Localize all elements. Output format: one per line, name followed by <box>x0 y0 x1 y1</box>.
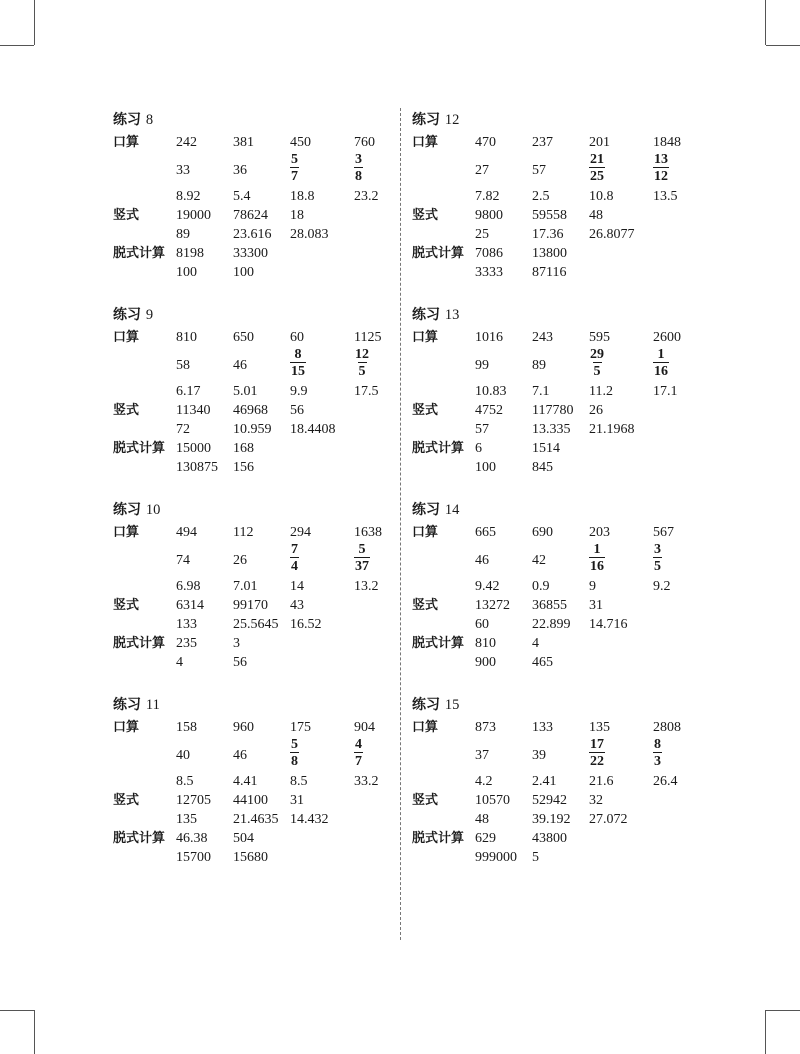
answer: 130875 <box>176 460 218 475</box>
exercise-number: 12 <box>444 112 460 128</box>
answer: 5.4 <box>233 189 251 204</box>
answer: 9.42 <box>475 579 500 594</box>
answer: 37 <box>475 748 489 763</box>
answer: 42 <box>532 553 546 568</box>
exercise-number: 13 <box>444 307 460 323</box>
answer: 6.98 <box>176 579 201 594</box>
answer: 117780 <box>532 403 574 418</box>
answer: 26 <box>589 403 603 418</box>
answer: 74 <box>176 553 190 568</box>
oral-label: 口算 <box>113 720 140 735</box>
exercise-block <box>412 503 800 698</box>
exercise-number: 11 <box>145 697 160 713</box>
right-column <box>412 113 800 893</box>
vertical-row-1 <box>412 791 800 810</box>
answer: 32 <box>589 793 603 808</box>
answer: 60 <box>290 330 304 345</box>
crop-mark <box>766 45 800 46</box>
oral-row-3 <box>412 772 800 791</box>
answer: 40 <box>176 748 190 763</box>
answer: 8.92 <box>176 189 201 204</box>
numerator: 5 <box>291 152 298 167</box>
fraction-answer <box>290 152 299 184</box>
answer: 112 <box>233 525 254 540</box>
answer: 44100 <box>233 793 268 808</box>
answer: 43800 <box>532 831 567 846</box>
answer: 133 <box>532 720 553 735</box>
answer: 25.5645 <box>233 617 279 632</box>
answer: 18.4408 <box>290 422 336 437</box>
answer: 237 <box>532 135 553 150</box>
answer: 57 <box>532 163 546 178</box>
answer: 4.41 <box>233 774 258 789</box>
answer: 26.4 <box>653 774 678 789</box>
fraction-answer <box>354 347 370 379</box>
stepwise-row-2 <box>412 263 800 282</box>
answer: 36855 <box>532 598 567 613</box>
answer: 10.8 <box>589 189 614 204</box>
vertical-label: 竖式 <box>113 793 140 808</box>
exercise-title-text: 练习 <box>412 307 440 323</box>
exercise-title-text: 练习 <box>412 112 440 128</box>
oral-row-3 <box>412 382 800 401</box>
numerator: 4 <box>355 737 362 752</box>
answer: 567 <box>653 525 674 540</box>
numerator: 3 <box>654 542 661 557</box>
answer: 7.82 <box>475 189 500 204</box>
exercise-title-text: 练习 <box>113 307 141 323</box>
numerator: 12 <box>355 347 369 362</box>
answer: 690 <box>532 525 553 540</box>
crop-mark <box>34 0 35 45</box>
denominator: 3 <box>654 754 661 769</box>
answer: 629 <box>475 831 496 846</box>
numerator: 29 <box>590 347 604 362</box>
answer: 89 <box>532 358 546 373</box>
exercise-number: 8 <box>145 112 154 128</box>
answer: 595 <box>589 330 610 345</box>
stepwise-label: 脱式计算 <box>412 441 465 456</box>
answer: 57 <box>475 422 489 437</box>
exercise-title <box>412 503 800 523</box>
answer: 25 <box>475 227 489 242</box>
answer: 33.2 <box>354 774 379 789</box>
denominator: 5 <box>593 364 601 379</box>
answer: 904 <box>354 720 375 735</box>
answer: 17.1 <box>653 384 678 399</box>
answer: 201 <box>589 135 610 150</box>
exercise-title-text: 练习 <box>113 502 141 518</box>
oral-label: 口算 <box>412 720 439 735</box>
answer: 46 <box>233 358 247 373</box>
fraction-answer <box>653 152 669 184</box>
answer: 14.716 <box>589 617 628 632</box>
answer: 5 <box>532 850 539 865</box>
stepwise-row-1 <box>412 829 800 848</box>
stepwise-label: 脱式计算 <box>412 246 465 261</box>
answer: 52942 <box>532 793 567 808</box>
fraction-answer <box>589 737 605 769</box>
oral-row-2 <box>412 152 800 187</box>
answer: 381 <box>233 135 254 150</box>
answer: 242 <box>176 135 197 150</box>
answer: 100 <box>176 265 197 280</box>
crop-mark <box>766 1010 800 1011</box>
fraction-answer <box>589 347 605 379</box>
answer: 156 <box>233 460 254 475</box>
answer: 450 <box>290 135 311 150</box>
answer: 31 <box>589 598 603 613</box>
answer: 504 <box>233 831 254 846</box>
answer: 8.5 <box>290 774 308 789</box>
answer: 13.5 <box>653 189 678 204</box>
oral-row-3 <box>412 577 800 596</box>
answer: 168 <box>233 441 254 456</box>
answer: 48 <box>475 812 489 827</box>
answer: 1848 <box>653 135 681 150</box>
answer: 999000 <box>475 850 517 865</box>
answer: 6 <box>475 441 482 456</box>
answer: 960 <box>233 720 254 735</box>
answer: 18.8 <box>290 189 315 204</box>
answer: 19000 <box>176 208 211 223</box>
exercise-title-text: 练习 <box>412 502 440 518</box>
answer: 15700 <box>176 850 211 865</box>
denominator: 16 <box>654 364 668 379</box>
answer: 135 <box>176 812 197 827</box>
exercise-title-text: 练习 <box>412 697 440 713</box>
oral-row-2 <box>412 542 800 577</box>
answer: 21.6 <box>589 774 614 789</box>
answer: 2.41 <box>532 774 557 789</box>
answer: 78624 <box>233 208 268 223</box>
answer: 11.2 <box>589 384 613 399</box>
vertical-label: 竖式 <box>113 403 140 418</box>
oral-label: 口算 <box>412 135 439 150</box>
answer: 2600 <box>653 330 681 345</box>
answer: 28.083 <box>290 227 329 242</box>
exercise-title <box>412 113 800 133</box>
stepwise-row-2 <box>412 458 800 477</box>
answer: 1016 <box>475 330 503 345</box>
answer: 27.072 <box>589 812 628 827</box>
stepwise-label: 脱式计算 <box>113 831 166 846</box>
numerator: 8 <box>294 347 302 362</box>
answer: 650 <box>233 330 254 345</box>
answer: 59558 <box>532 208 567 223</box>
answer: 1514 <box>532 441 560 456</box>
answer: 9 <box>589 579 596 594</box>
exercise-title <box>412 698 800 718</box>
answer: 4 <box>176 655 183 670</box>
answer: 46 <box>233 748 247 763</box>
oral-row-1 <box>412 133 800 152</box>
vertical-row-2 <box>412 810 800 829</box>
crop-mark <box>765 0 766 45</box>
denominator: 25 <box>590 169 604 184</box>
vertical-row-2 <box>412 615 800 634</box>
fraction-answer <box>589 152 605 184</box>
answer: 89 <box>176 227 190 242</box>
stepwise-row-2 <box>412 653 800 672</box>
numerator: 1 <box>593 542 601 557</box>
exercise-number: 10 <box>145 502 161 518</box>
denominator: 8 <box>355 169 362 184</box>
answer: 36 <box>233 163 247 178</box>
answer: 7.01 <box>233 579 258 594</box>
answer: 10570 <box>475 793 510 808</box>
answer: 810 <box>475 636 496 651</box>
oral-label: 口算 <box>113 330 140 345</box>
answer: 873 <box>475 720 496 735</box>
answer: 9800 <box>475 208 503 223</box>
denominator: 8 <box>291 754 298 769</box>
answer: 43 <box>290 598 304 613</box>
vertical-row-2 <box>412 420 800 439</box>
answer: 13800 <box>532 246 567 261</box>
answer: 16.52 <box>290 617 322 632</box>
stepwise-label: 脱式计算 <box>412 831 465 846</box>
answer: 4 <box>532 636 539 651</box>
exercise-block <box>412 113 800 308</box>
answer: 235 <box>176 636 197 651</box>
answer: 100 <box>233 265 254 280</box>
answer: 494 <box>176 525 197 540</box>
vertical-row-1 <box>412 596 800 615</box>
answer: 39 <box>532 748 546 763</box>
answer: 2808 <box>653 720 681 735</box>
answer: 18 <box>290 208 304 223</box>
answer: 12705 <box>176 793 211 808</box>
answer: 33300 <box>233 246 268 261</box>
answer: 21.4635 <box>233 812 279 827</box>
answer: 11340 <box>176 403 211 418</box>
oral-label: 口算 <box>412 330 439 345</box>
numerator: 3 <box>355 152 362 167</box>
oral-row-3 <box>412 187 800 206</box>
exercise-title <box>412 308 800 328</box>
answer: 158 <box>176 720 197 735</box>
numerator: 1 <box>657 347 665 362</box>
fraction-answer <box>653 347 669 379</box>
numerator: 5 <box>291 737 298 752</box>
answer: 17.36 <box>532 227 564 242</box>
numerator: 21 <box>590 152 604 167</box>
answer: 900 <box>475 655 496 670</box>
answer: 9.9 <box>290 384 308 399</box>
exercise-number: 9 <box>145 307 154 323</box>
answer: 56 <box>233 655 247 670</box>
answer: 133 <box>176 617 197 632</box>
answer: 175 <box>290 720 311 735</box>
exercise-number: 14 <box>444 502 460 518</box>
answer: 7.1 <box>532 384 550 399</box>
answer: 845 <box>532 460 553 475</box>
stepwise-label: 脱式计算 <box>113 246 166 261</box>
answer: 1125 <box>354 330 382 345</box>
fraction-answer <box>354 152 363 184</box>
stepwise-row-1 <box>412 634 800 653</box>
exercise-title-text: 练习 <box>113 112 141 128</box>
denominator: 5 <box>654 559 661 574</box>
numerator: 5 <box>358 542 366 557</box>
fraction-answer <box>290 542 299 574</box>
denominator: 16 <box>590 559 604 574</box>
numerator: 13 <box>654 152 668 167</box>
denominator: 7 <box>355 754 362 769</box>
fraction-answer <box>354 737 363 769</box>
answer: 56 <box>290 403 304 418</box>
denominator: 4 <box>291 559 298 574</box>
answer: 39.192 <box>532 812 571 827</box>
answer: 470 <box>475 135 496 150</box>
answer: 60 <box>475 617 489 632</box>
fraction-answer <box>589 542 605 574</box>
oral-row-1 <box>412 718 800 737</box>
numerator: 8 <box>654 737 661 752</box>
stepwise-row-2 <box>412 848 800 867</box>
answer: 8.5 <box>176 774 194 789</box>
vertical-label: 竖式 <box>412 793 439 808</box>
vertical-label: 竖式 <box>113 208 140 223</box>
vertical-row-1 <box>412 401 800 420</box>
oral-label: 口算 <box>113 525 140 540</box>
answer: 26 <box>233 553 247 568</box>
vertical-label: 竖式 <box>412 598 439 613</box>
answer: 3 <box>233 636 240 651</box>
answer: 26.8077 <box>589 227 635 242</box>
answer: 58 <box>176 358 190 373</box>
oral-row-2 <box>412 347 800 382</box>
answer: 3333 <box>475 265 503 280</box>
answer: 10.83 <box>475 384 507 399</box>
oral-row-1 <box>412 328 800 347</box>
fraction-answer <box>653 542 662 574</box>
denominator: 15 <box>291 364 305 379</box>
answer: 23.2 <box>354 189 379 204</box>
answer: 8198 <box>176 246 204 261</box>
numerator: 7 <box>291 542 298 557</box>
answer: 100 <box>475 460 496 475</box>
answer: 14 <box>290 579 304 594</box>
oral-row-1 <box>412 523 800 542</box>
answer: 99170 <box>233 598 268 613</box>
answer: 27 <box>475 163 489 178</box>
answer: 21.1968 <box>589 422 635 437</box>
answer: 13272 <box>475 598 510 613</box>
exercise-block <box>412 308 800 503</box>
stepwise-row-1 <box>412 244 800 263</box>
numerator: 17 <box>590 737 604 752</box>
denominator: 7 <box>291 169 298 184</box>
oral-row-2 <box>412 737 800 772</box>
stepwise-label: 脱式计算 <box>113 636 166 651</box>
crop-mark <box>0 1010 34 1011</box>
stepwise-row-1 <box>412 439 800 458</box>
answer: 0.9 <box>532 579 550 594</box>
answer: 4752 <box>475 403 503 418</box>
answer: 10.959 <box>233 422 272 437</box>
answer: 22.899 <box>532 617 571 632</box>
fraction-answer <box>653 737 662 769</box>
answer: 5.01 <box>233 384 258 399</box>
answer: 33 <box>176 163 190 178</box>
crop-mark <box>0 45 34 46</box>
answer: 6314 <box>176 598 204 613</box>
answer: 810 <box>176 330 197 345</box>
vertical-row-2 <box>412 225 800 244</box>
answer: 15680 <box>233 850 268 865</box>
answer: 2.5 <box>532 189 550 204</box>
vertical-label: 竖式 <box>113 598 140 613</box>
answer: 15000 <box>176 441 211 456</box>
answer: 87116 <box>532 265 567 280</box>
denominator: 5 <box>358 364 366 379</box>
fraction-answer <box>290 737 299 769</box>
vertical-label: 竖式 <box>412 403 439 418</box>
vertical-row-1 <box>412 206 800 225</box>
answer: 6.17 <box>176 384 201 399</box>
stepwise-label: 脱式计算 <box>412 636 465 651</box>
answer: 31 <box>290 793 304 808</box>
answer: 46968 <box>233 403 268 418</box>
answer: 4.2 <box>475 774 493 789</box>
crop-mark <box>34 1010 35 1054</box>
answer: 72 <box>176 422 190 437</box>
answer: 243 <box>532 330 553 345</box>
oral-label: 口算 <box>113 135 140 150</box>
fraction-answer <box>290 347 306 379</box>
exercise-block <box>412 698 800 893</box>
exercise-title-text: 练习 <box>113 697 141 713</box>
exercise-number: 15 <box>444 697 460 713</box>
answer: 23.616 <box>233 227 272 242</box>
answer: 760 <box>354 135 375 150</box>
answer: 99 <box>475 358 489 373</box>
answer: 9.2 <box>653 579 671 594</box>
answer: 13.335 <box>532 422 571 437</box>
answer: 46 <box>475 553 489 568</box>
vertical-label: 竖式 <box>412 208 439 223</box>
fraction-answer <box>354 542 370 574</box>
denominator: 37 <box>355 559 369 574</box>
crop-mark <box>765 1010 766 1054</box>
answer: 1638 <box>354 525 382 540</box>
answer: 13.2 <box>354 579 379 594</box>
denominator: 22 <box>590 754 604 769</box>
answer: 294 <box>290 525 311 540</box>
answer: 14.432 <box>290 812 329 827</box>
answer: 48 <box>589 208 603 223</box>
oral-label: 口算 <box>412 525 439 540</box>
answer: 665 <box>475 525 496 540</box>
answer: 203 <box>589 525 610 540</box>
answer: 465 <box>532 655 553 670</box>
answer: 135 <box>589 720 610 735</box>
answer: 46.38 <box>176 831 208 846</box>
stepwise-label: 脱式计算 <box>113 441 166 456</box>
answer: 7086 <box>475 246 503 261</box>
answer: 17.5 <box>354 384 379 399</box>
denominator: 12 <box>654 169 668 184</box>
